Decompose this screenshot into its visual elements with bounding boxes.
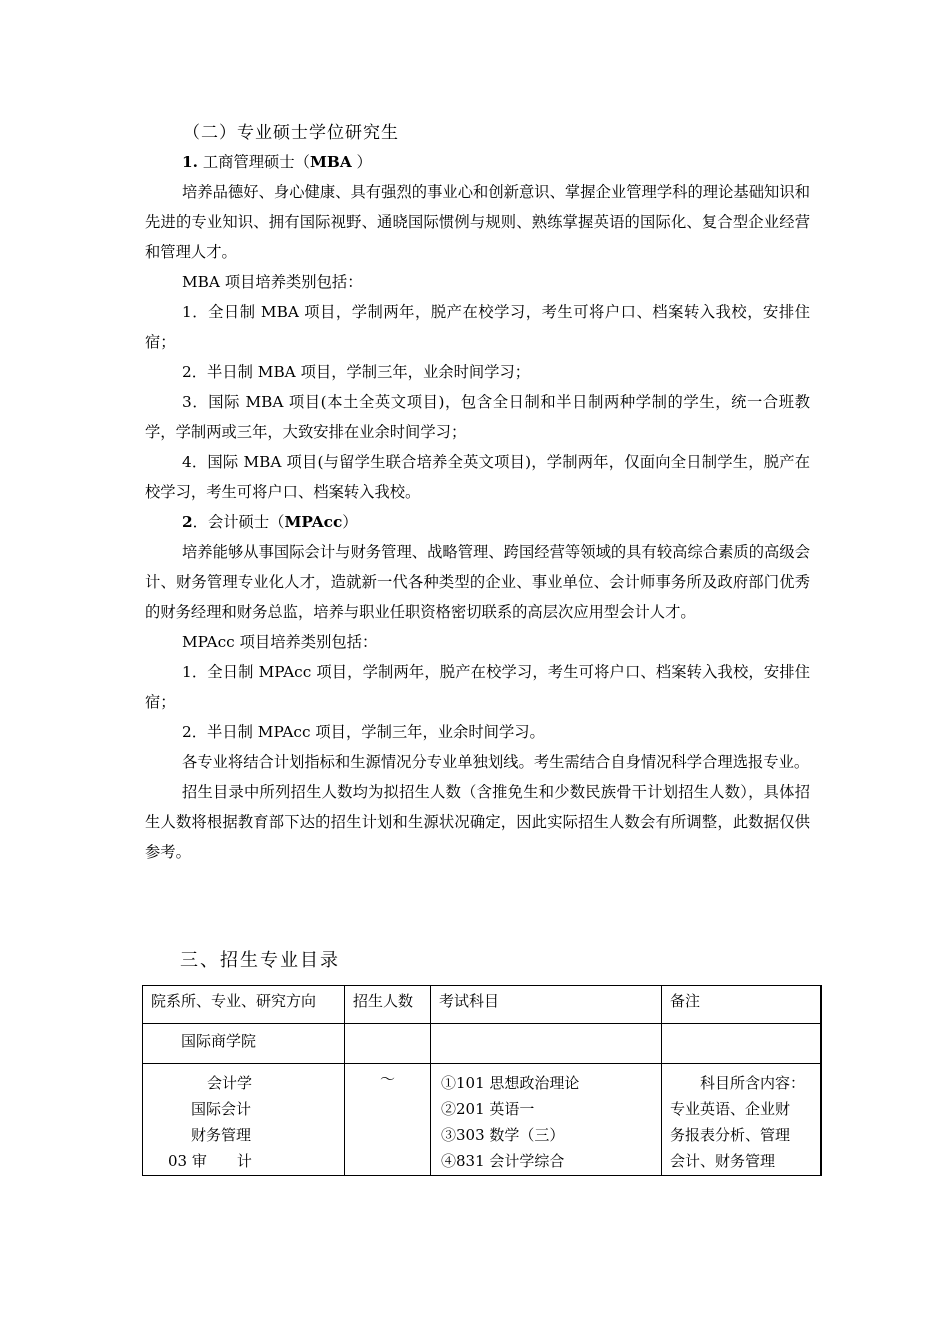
empty-cell bbox=[431, 1024, 662, 1064]
subject-item: ④831 会计学综合 bbox=[441, 1152, 565, 1170]
remark-line: 务报表分析、管理 bbox=[670, 1126, 791, 1144]
mpacc-type-item: 2．半日制 MPAcc 项目，学制三年，业余时间学习。 bbox=[182, 723, 545, 741]
section-heading-professional-degree: （二）专业硕士学位研究生 bbox=[183, 123, 399, 143]
catalog-table bbox=[142, 985, 822, 1176]
major-cell bbox=[143, 1064, 345, 1176]
header-subjects: 考试科目 bbox=[431, 986, 662, 1024]
mpacc-description: 培养能够从事国际会计与财务管理、战略管理、跨国经营等领域的具有较高综合素质的高级会计、财务管理专业化人才，造就新一代各种类型的企业、事业单位、会计师事务所及政府部门优秀的财务经理和财务总监，培养与职业任职资格密切联系的高层次应用型会计人才。 bbox=[145, 543, 810, 621]
mpacc-types-intro: MPAcc 项目培养类别包括： bbox=[182, 633, 378, 651]
mba-type-item: 2．半日制 MBA 项目，学制三年，业余时间学习； bbox=[182, 363, 531, 381]
mpacc-title bbox=[145, 507, 810, 537]
remark-line: 科目所含内容： bbox=[700, 1074, 806, 1092]
remark-line: 专业英语、企业财 bbox=[670, 1100, 791, 1118]
mba-title-close: ） bbox=[351, 153, 372, 171]
mba-title-text: 工商管理硕士（ bbox=[202, 153, 310, 171]
subjects-cell bbox=[431, 1064, 662, 1176]
mba-types-intro: MBA 项目培养类别包括： bbox=[182, 273, 363, 291]
mpacc-title-num: 2 bbox=[182, 513, 193, 531]
header-dept-major: 院系所、专业、研究方向 bbox=[143, 986, 345, 1024]
mba-type-item: 4．国际 MBA 项目(与留学生联合培养全英文项目)，学制两年，仅面向全日制学生，脱产在校学习，考生可将户口、档案转入我校。 bbox=[145, 453, 810, 501]
mba-description: 培养品德好、身心健康、具有强烈的事业心和创新意识、掌握企业管理学科的理论基础知识和先进的专业知识、拥有国际视野、通晓国际惯例与规则、熟练掌握英语的国际化、复合型企业经营和管理人才。 bbox=[145, 183, 810, 261]
major-name: 会计学 bbox=[207, 1074, 253, 1092]
mpacc-title-close: ） bbox=[342, 513, 358, 531]
remarks-cell bbox=[662, 1064, 821, 1176]
direction-item: 03 审 计 bbox=[168, 1152, 252, 1170]
mpacc-type-item: 1．全日制 MPAcc 项目，学制两年，脱产在校学习，考生可将户口、档案转入我校，安排住宿； bbox=[145, 663, 810, 711]
empty-cell bbox=[345, 1024, 431, 1064]
mba-title bbox=[145, 147, 810, 177]
note-enrollment: 招生目录中所列招生人数均为拟招生人数（含推免生和少数民族骨干计划招生人数），具体招生人数将根据教育部下达的招生计划和生源状况确定，因此实际招生人数会有所调整，此数据仅供参考。 bbox=[145, 783, 810, 861]
table-row-major bbox=[143, 1064, 821, 1176]
mba-title-abbr: MBA bbox=[309, 153, 352, 171]
enrollment-count: ～ bbox=[345, 1064, 431, 1176]
mpacc-title-abbr: MPAcc bbox=[284, 513, 343, 531]
body-text bbox=[145, 147, 810, 867]
note-cutoff: 各专业将结合计划指标和生源情况分专业单独划线。考生需结合自身情况科学合理选报专业。 bbox=[182, 753, 810, 771]
dept-name: 国际商学院 bbox=[143, 1024, 345, 1064]
table-row-dept bbox=[143, 1024, 821, 1064]
mba-type-item: 1．全日制 MBA 项目，学制两年，脱产在校学习，考生可将户口、档案转入我校，安排住宿； bbox=[145, 303, 810, 351]
direction-item: 财务管理 bbox=[191, 1126, 252, 1144]
table-header-row bbox=[143, 986, 821, 1024]
subject-item: ①101 思想政治理论 bbox=[441, 1074, 580, 1092]
major-lines bbox=[143, 1070, 344, 1174]
header-enrollment: 招生人数 bbox=[345, 986, 431, 1024]
subject-item: ③303 数学（三） bbox=[441, 1126, 565, 1144]
direction-item: 国际会计 bbox=[191, 1100, 252, 1118]
remark-line: 会计、财务管理 bbox=[670, 1152, 776, 1170]
section-heading-catalog: 三、招生专业目录 bbox=[180, 950, 340, 971]
mpacc-title-text: ．会计硕士（ bbox=[192, 513, 285, 531]
subject-item: ②201 英语一 bbox=[441, 1100, 535, 1118]
header-remarks: 备注 bbox=[662, 986, 821, 1024]
mba-type-item: 3．国际 MBA 项目(本土全英文项目)，包含全日制和半日制两种学制的学生，统一合班教学，学制两或三年，大致安排在业余时间学习； bbox=[145, 393, 810, 441]
remark-lines bbox=[670, 1070, 818, 1174]
empty-cell bbox=[662, 1024, 821, 1064]
subject-lines bbox=[441, 1070, 661, 1174]
mba-title-num: 1. bbox=[182, 153, 198, 171]
